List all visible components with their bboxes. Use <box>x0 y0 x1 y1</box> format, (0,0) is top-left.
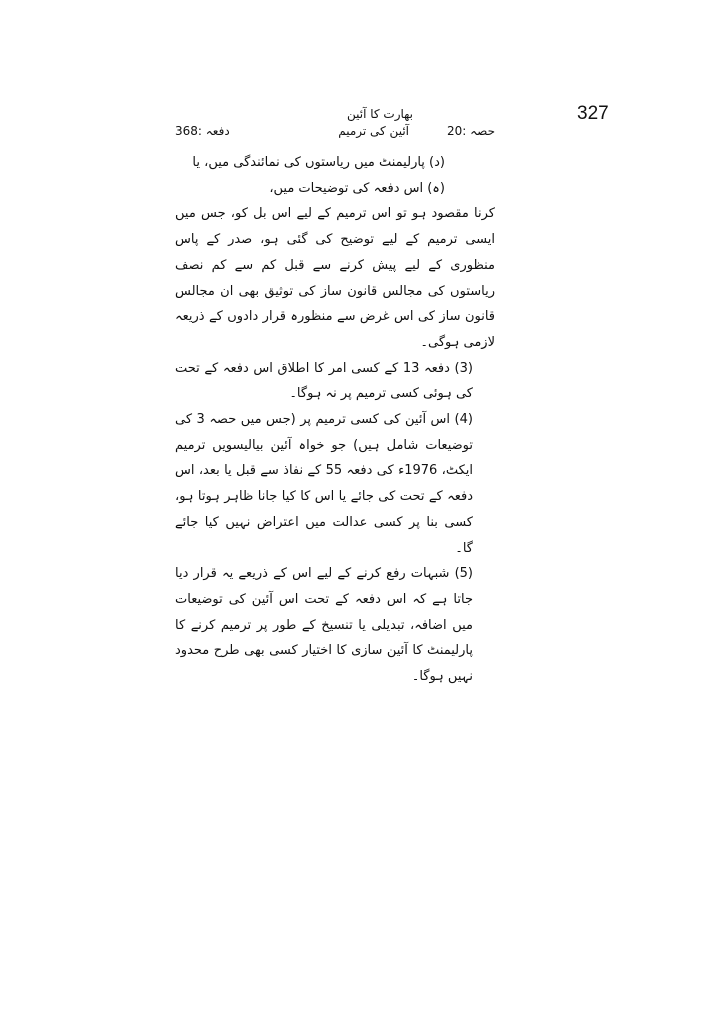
page-number: 327 <box>577 103 609 124</box>
subsection-4: (4) اس آئین کی کسی ترمیم پر (جس میں حصہ 3 کی توضیعات شامل ہیں) جو خواہ آئین بیالیسویں ترمیم ایکٹ، 1976ء کی دفعہ 55 کے نفاذ سے قبل یا بعد، اس دفعہ کے تحت کی جائے یا اس کا کیا جانا ظاہر ہوتا ہو، کسی بنا پر کسی عدالت میں اعتراض نہیں کیا جائے گا۔ <box>175 412 473 556</box>
proviso-paragraph: کرنا مقصود ہو تو اس ترمیم کے لیے اس بل کو، جس میں ایسی ترمیم کے لیے توضیح کی گئی ہو، صدر کے پاس منظوری کے لیے پیش کرنے سے قبل کم سے کم نصف ریاستوں کی مجالس قانون ساز کی توثیق بھی ان مجالس قانون ساز کی اس غرض سے منظورہ قرار دادوں کے ذریعہ لازمی ہوگی۔ <box>175 206 495 350</box>
subsection-5: (5) شبہات رفع کرنے کے لیے اس کے ذریعے یہ قرار دیا جاتا ہے کہ اس دفعہ کے تحت اس آئین کی توضیعات میں اضافہ، تبدیلی یا تنسیخ کے طور پر ترمیم کرنے کا پارلیمنٹ کا آئین سازی کا اختیار کسی بھی طرح محدود نہیں ہوگا۔ <box>175 566 473 685</box>
chapter-title: آئین کی ترمیم <box>338 124 409 138</box>
clause-d: (د) پارلیمنٹ میں ریاستوں کی نمائندگی میں، یا <box>192 155 445 170</box>
body-text <box>175 150 495 690</box>
clause-e: (ہ) اس دفعہ کی توضیحات میں، <box>269 180 445 196</box>
section-label: دفعہ :368 <box>175 124 230 138</box>
subsection-3: (3) دفعہ 13 کے کسی امر کا اطلاق اس دفعہ کے تحت کی ہوئی کسی ترمیم پر نہ ہوگا۔ <box>175 360 473 402</box>
book-title: بھارت کا آئین <box>346 107 414 121</box>
part-label: حصہ :20 <box>447 124 495 138</box>
running-header <box>175 123 495 141</box>
